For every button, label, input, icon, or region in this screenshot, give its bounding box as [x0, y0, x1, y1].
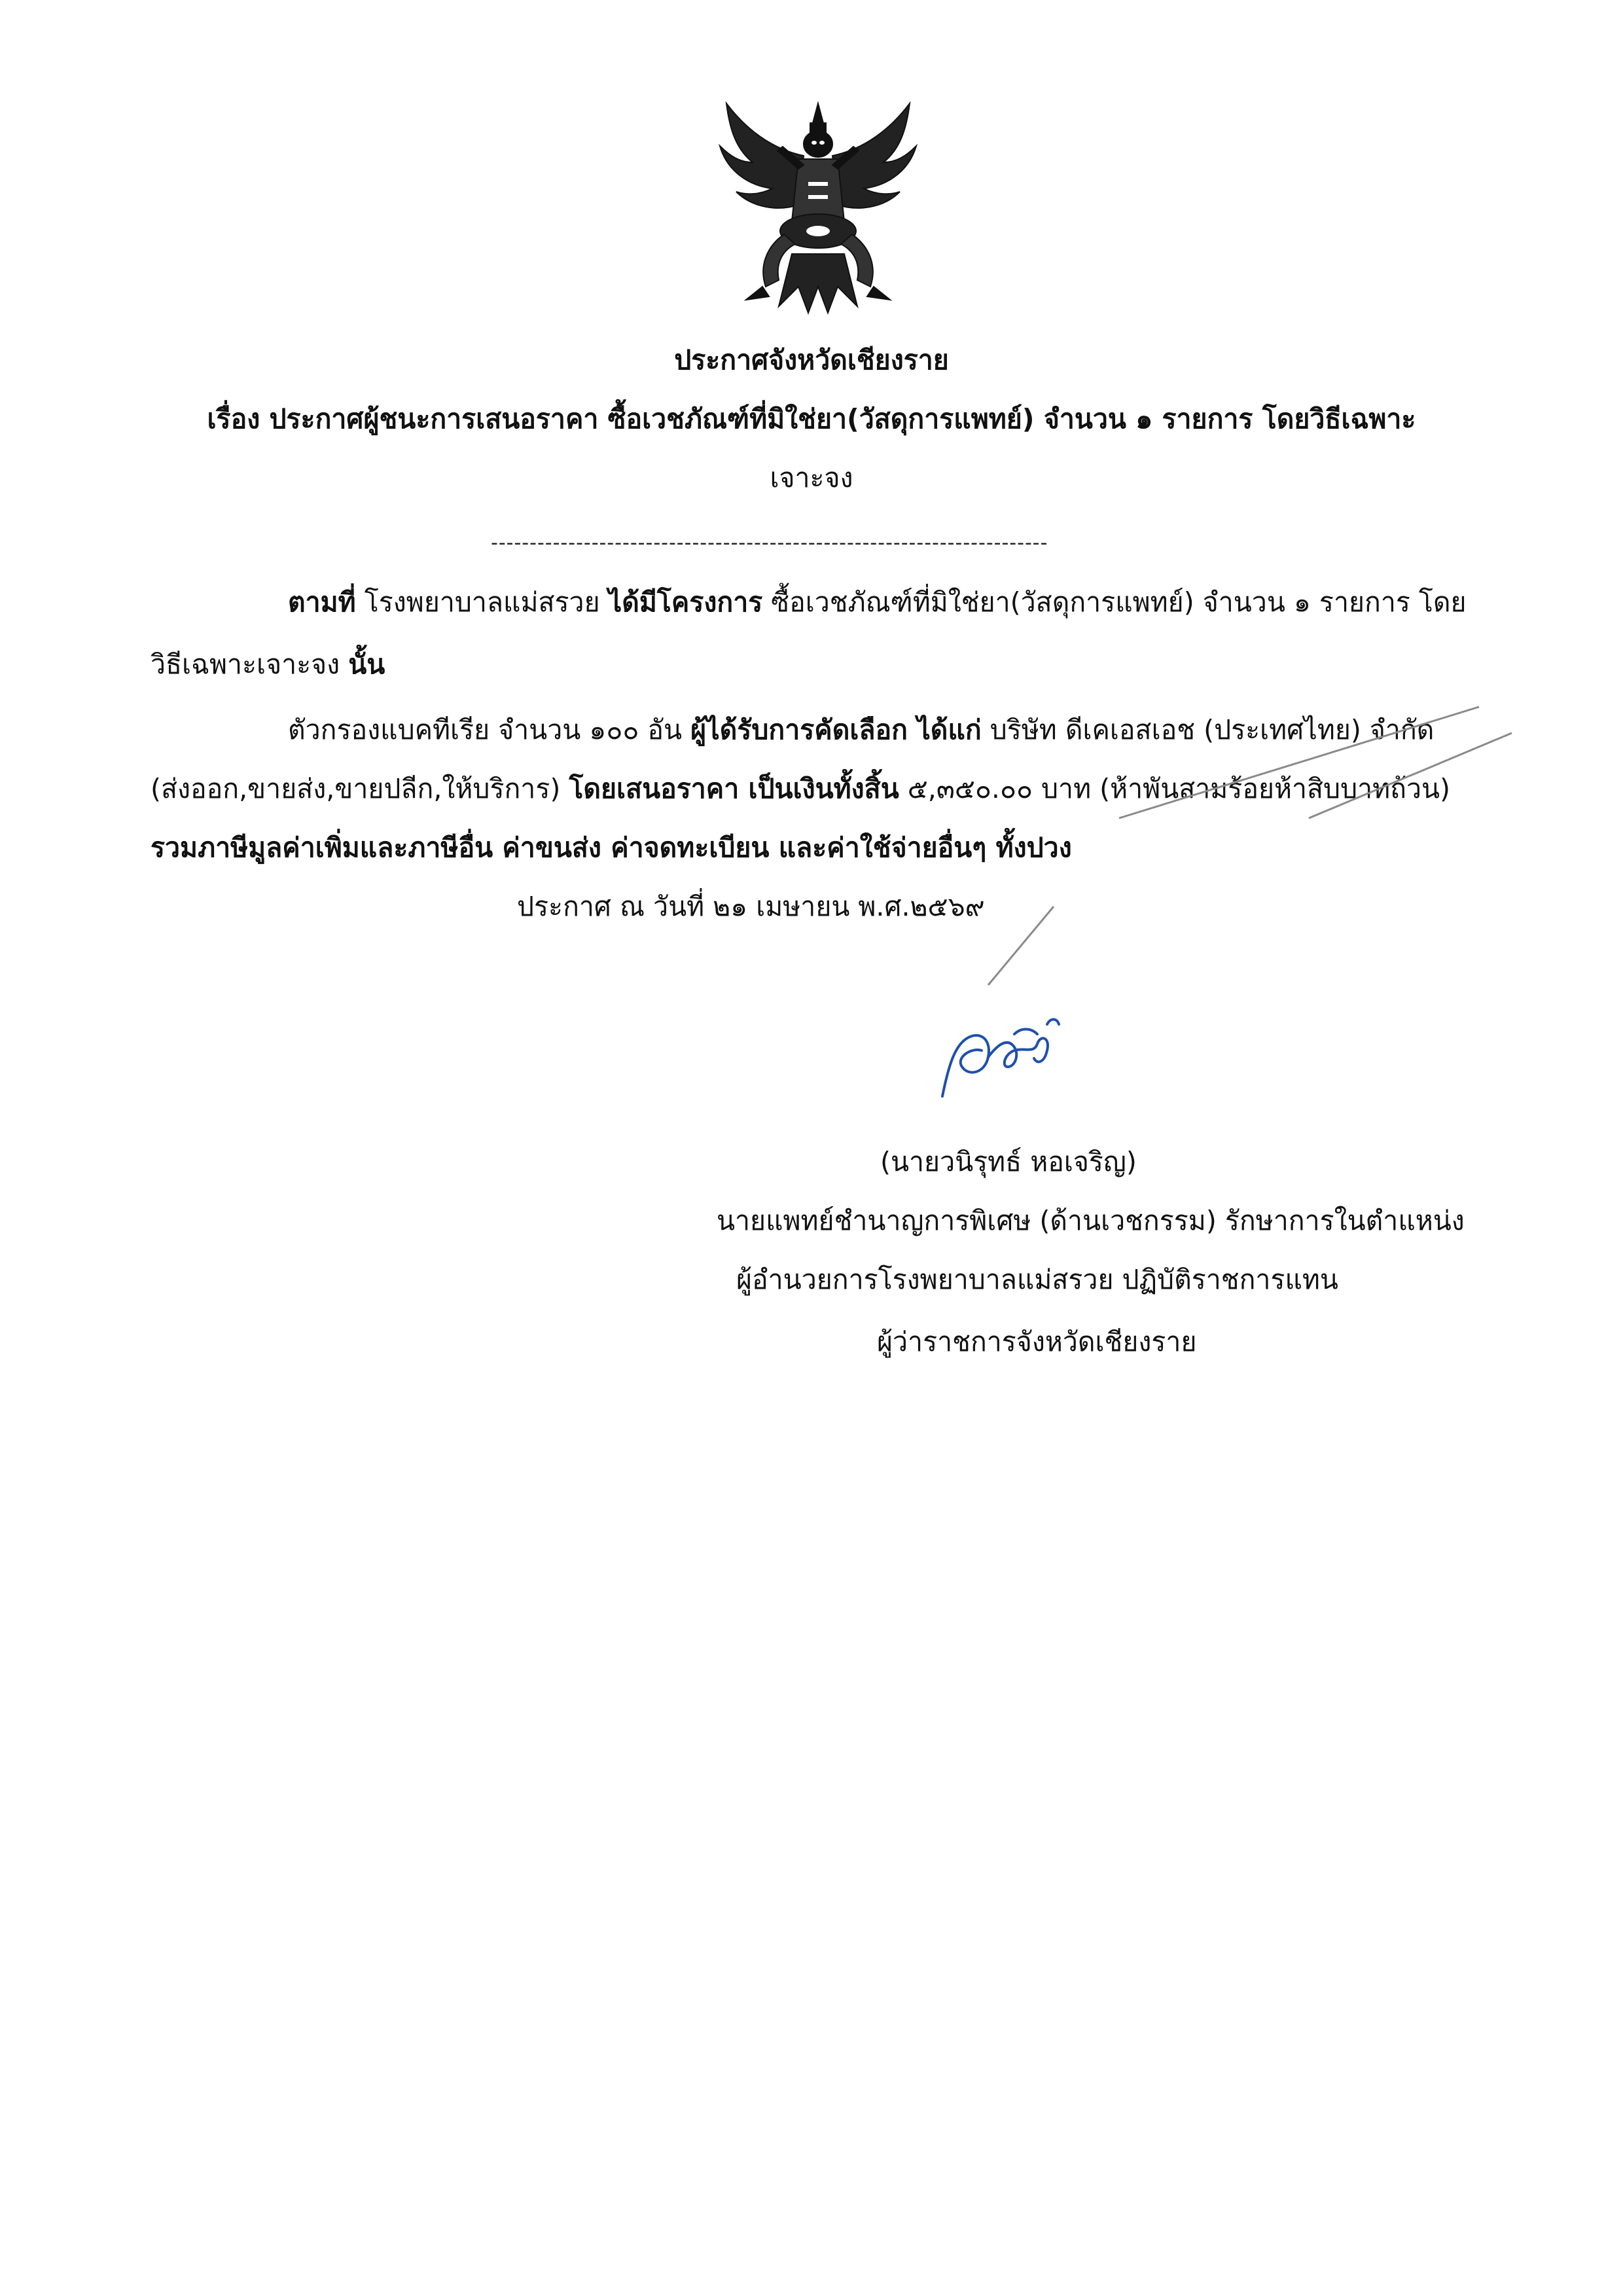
- handwritten-signature-icon: [916, 985, 1073, 1116]
- subject-line-1: เรื่อง ประกาศผู้ชนะการเสนอราคา ซื้อเวชภัณฑ์ที่มิใช่ยา(วัสดุการแพทย์) จำนวน ๑ รายการ โดยวิธีเฉพาะ: [207, 403, 1416, 435]
- signatory-position-3: ผู้ว่าราชการจังหวัดเชียงราย: [877, 1326, 1197, 1357]
- hospital-name: โรงพยาบาลแม่สรวย: [355, 586, 609, 618]
- separator-line: ------------------------------------------------------------------------: [491, 531, 1048, 554]
- bid-price-amount: ๕,๓๕๐.๐๐ บาท (ห้าพันสามร้อยห้าสิบบาทถ้วน): [899, 773, 1451, 804]
- procurement-method: วิธีเฉพาะเจาะจง: [151, 649, 349, 680]
- winner-company: บริษัท ดีเคเอสเอช (ประเทศไทย) จำกัด: [981, 714, 1435, 745]
- company-business-type: (ส่งออก,ขายส่ง,ขายปลีก,ให้บริการ): [151, 773, 569, 804]
- paragraph-1-line-1: [288, 583, 1467, 622]
- subject-line-2: เจาะจง: [770, 462, 853, 493]
- winner-label: ผู้ได้รับการคัดเลือก ได้แก่: [690, 714, 982, 745]
- scan-pen-mark-2: [982, 903, 1060, 988]
- garuda-emblem-icon: [700, 90, 936, 326]
- paragraph-1-lead: ตามที่: [288, 586, 356, 618]
- signatory-position-2: ผู้อำนวยการโรงพยาบาลแม่สรวย ปฏิบัติราชการแทน: [736, 1264, 1338, 1295]
- paragraph-1-end: นั้น: [348, 649, 385, 680]
- announce-date: ประกาศ ณ วันที่ ๒๑ เมษายน พ.ศ.๒๕๖๙: [517, 891, 985, 922]
- scan-pen-mark: [1113, 694, 1518, 825]
- item-description: ตัวกรองแบคทีเรีย จำนวน ๑๐๐ อัน: [288, 714, 691, 745]
- document-title: ประกาศจังหวัดเชียงราย: [674, 344, 949, 376]
- paragraph-2-line-3: รวมภาษีมูลค่าเพิ่มและภาษีอื่น ค่าขนส่ง ค่าจดทะเบียน และค่าใช้จ่ายอื่นๆ ทั้งปวง: [151, 832, 1072, 863]
- project-label: ได้มีโครงการ: [608, 586, 763, 618]
- signatory-name: (นายวนิรุทธ์ หอเจริญ): [880, 1146, 1137, 1177]
- signatory-position-1: นายแพทย์ชำนาญการพิเศษ (ด้านเวชกรรม) รักษาการในตำแหน่ง: [717, 1205, 1465, 1236]
- bid-price-label: โดยเสนอราคา เป็นเงินทั้งสิ้น: [569, 773, 899, 804]
- project-description: ซื้อเวชภัณฑ์ที่มิใช่ยา(วัสดุการแพทย์) จำนวน ๑ รายการ โดย: [762, 586, 1467, 618]
- paragraph-1-line-2: [151, 645, 385, 684]
